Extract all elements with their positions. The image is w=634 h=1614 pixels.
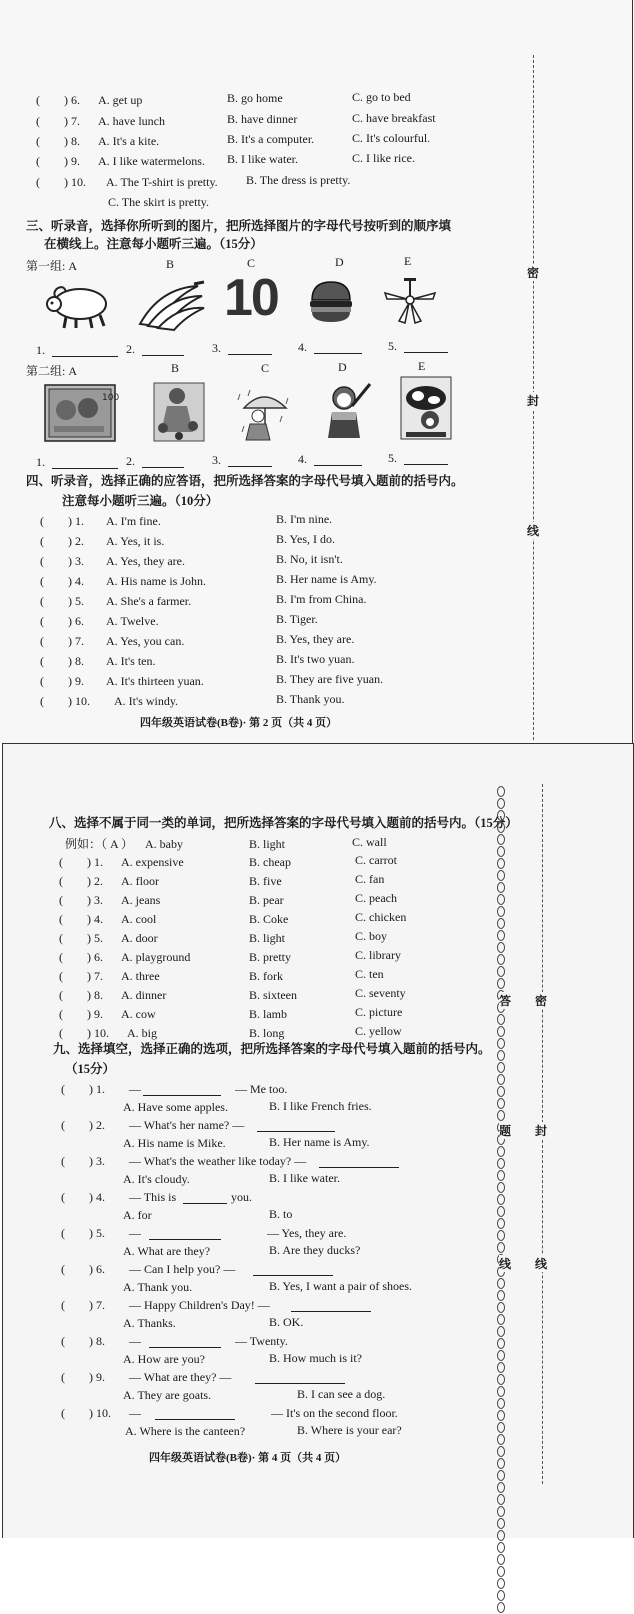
- question-number: ( ) 2.: [40, 534, 84, 548]
- chain-ring: [497, 822, 505, 833]
- option-b: B. I like French fries.: [269, 1099, 372, 1113]
- chain-ring: [497, 1206, 505, 1217]
- chain-ring: [497, 1458, 505, 1469]
- option-c: C. It's colourful.: [352, 131, 431, 145]
- svg-text:100: 100: [102, 393, 120, 403]
- question-number: ( ) 10.: [59, 1026, 109, 1040]
- number-ten-picture: 10: [224, 269, 278, 327]
- dialogue-line: —: [129, 1082, 141, 1096]
- question-number: ( ) 3.: [40, 554, 84, 568]
- question-number: ( ) 1.: [61, 1082, 105, 1096]
- option-c: C. library: [355, 948, 401, 962]
- chain-ring: [497, 1482, 505, 1493]
- option-a: A. It's windy.: [114, 694, 179, 708]
- answer-blank: [257, 1121, 335, 1132]
- option-b: B. have dinner: [227, 112, 298, 126]
- option-a: A. Where is the canteen?: [125, 1424, 246, 1438]
- option-a: A. I like watermelons.: [98, 154, 205, 168]
- question-number: ( ) 5.: [40, 594, 84, 608]
- option-b: B. The dress is pretty.: [246, 173, 351, 187]
- section3-title-line1: 三、听录音，选择你所听到的图片，把所选择图片的字母代号按听到的顺序填: [26, 219, 452, 233]
- question-number: ( ) 10.: [40, 694, 90, 708]
- chain-ring: [497, 942, 505, 953]
- answer-blank: [183, 1193, 227, 1204]
- chain-ring: [497, 1338, 505, 1349]
- example-option-b: B. light: [249, 837, 286, 851]
- option-c: C. fan: [355, 872, 385, 886]
- option-c: C. I like rice.: [352, 151, 415, 165]
- question-number: ( ) 7.: [40, 634, 84, 648]
- chain-ring: [497, 1158, 505, 1169]
- option-b: B. I'm from China.: [276, 592, 367, 606]
- option-a: A. What are they?: [123, 1244, 211, 1258]
- dialogue-line: —: [129, 1334, 141, 1348]
- bananas-picture: [134, 280, 208, 330]
- question-number: ( ) 4.: [61, 1190, 105, 1204]
- option-a: A. cow: [121, 1007, 156, 1021]
- dialogue-line: — Can I help you? —: [129, 1262, 236, 1276]
- question-number: ( ) 9.: [40, 674, 84, 688]
- chain-ring: [497, 978, 505, 989]
- side-label-mi: 密: [535, 994, 548, 1008]
- dialogue-reply: — It's on the second floor.: [271, 1406, 398, 1420]
- example-option-c: C. wall: [352, 835, 387, 849]
- answer-number: 2.: [126, 342, 135, 356]
- group1-letter-b: B: [166, 257, 175, 271]
- group2-label: 第二组: A: [26, 364, 78, 378]
- chain-ring: [497, 1242, 505, 1253]
- side-label-xian: 线: [527, 524, 540, 538]
- chain-ring: [497, 810, 505, 821]
- answer-number: 2.: [126, 454, 135, 468]
- chain-ring: [497, 1314, 505, 1325]
- answer-blank: [228, 456, 272, 467]
- answer-blank: [253, 1265, 333, 1276]
- answer-blank: [228, 344, 272, 355]
- option-a: A. cool: [121, 912, 157, 926]
- question-number: ( ) 1.: [40, 514, 84, 528]
- chain-ring: [497, 846, 505, 857]
- cow-and-dog-picture: [400, 376, 452, 440]
- option-b: B. fork: [249, 969, 283, 983]
- option-c: C. chicken: [355, 910, 407, 924]
- chain-ring: [497, 1062, 505, 1073]
- option-a: A. His name is Mike.: [123, 1136, 226, 1150]
- option-c: C. seventy: [355, 986, 406, 1000]
- option-a: A. It's thirteen yuan.: [106, 674, 204, 688]
- option-a: A. Thanks.: [123, 1316, 176, 1330]
- chain-ring: [497, 1218, 505, 1229]
- option-a: A. His name is John.: [106, 574, 206, 588]
- option-b: B. It's a computer.: [227, 132, 315, 146]
- option-c: C. ten: [355, 967, 384, 981]
- side-label-mi: 密: [527, 266, 540, 280]
- banknote-picture: [44, 384, 120, 442]
- answer-blank: [404, 342, 448, 353]
- question-number: ( ) 7.: [59, 969, 103, 983]
- chain-ring: [497, 1026, 505, 1037]
- side-label-xian: 线: [535, 1257, 548, 1271]
- question-number: ( ) 9.: [36, 154, 80, 168]
- example-option-a: A. baby: [145, 837, 183, 851]
- option-b: B. pear: [249, 893, 284, 907]
- answer-blank: [404, 454, 448, 465]
- option-b: B. to: [269, 1207, 293, 1221]
- question-number: ( ) 8.: [61, 1334, 105, 1348]
- question-number: ( ) 1.: [59, 855, 103, 869]
- option-a: A. playground: [121, 950, 191, 964]
- chain-ring: [497, 1050, 505, 1061]
- answer-number: 5.: [388, 339, 397, 353]
- chain-ring: [497, 1350, 505, 1361]
- q2-extra-option: C. The skirt is pretty.: [108, 195, 209, 209]
- answer-number: 3.: [212, 453, 221, 467]
- dialogue-line: —: [129, 1226, 141, 1240]
- option-b: B. light: [249, 931, 286, 945]
- chain-ring: [497, 1410, 505, 1421]
- dialogue-reply: — Yes, they are.: [267, 1226, 347, 1240]
- option-b: B. It's two yuan.: [276, 652, 355, 666]
- question-number: ( ) 3.: [59, 893, 103, 907]
- answer-number: 4.: [298, 340, 307, 354]
- option-b: B. Yes, I want a pair of shoes.: [269, 1279, 412, 1293]
- chain-ring: [497, 1530, 505, 1541]
- question-number: ( ) 6.: [59, 950, 103, 964]
- option-b: B. I'm nine.: [276, 512, 333, 526]
- chain-ring: [497, 870, 505, 881]
- chain-ring: [497, 1578, 505, 1589]
- option-b: B. Her name is Amy.: [269, 1135, 370, 1149]
- side-label-feng: 封: [527, 394, 540, 408]
- chain-ring: [497, 1290, 505, 1301]
- option-a: A. door: [121, 931, 158, 945]
- option-a: A. They are goats.: [123, 1388, 212, 1402]
- option-b: B. No, it isn't.: [276, 552, 343, 566]
- dialogue-line: — What's the weather like today? —: [129, 1154, 307, 1168]
- question-number: ( ) 4.: [59, 912, 103, 926]
- chain-ring: [497, 966, 505, 977]
- question-number: ( ) 7.: [61, 1298, 105, 1312]
- answer-blank: [142, 457, 184, 468]
- group2-letter-e: E: [418, 359, 426, 373]
- question-number: ( ) 6.: [61, 1262, 105, 1276]
- girl-with-flowers-picture: [153, 382, 205, 442]
- chain-ring: [497, 1182, 505, 1193]
- option-b: B. Yes, I do.: [276, 532, 336, 546]
- option-b: B. I like water.: [227, 152, 298, 166]
- option-a: A. Yes, you can.: [106, 634, 185, 648]
- question-number: ( ) 10.: [61, 1406, 111, 1420]
- chain-ring: [497, 1590, 505, 1601]
- option-b: B. How much is it?: [269, 1351, 362, 1365]
- question-number: ( ) 5.: [61, 1226, 105, 1240]
- chain-ring: [497, 1446, 505, 1457]
- chain-ring: [497, 834, 505, 845]
- chain-ring: [497, 1194, 505, 1205]
- chain-ring: [497, 1146, 505, 1157]
- answer-blank: [142, 345, 184, 356]
- dialogue-line: — What are they? —: [129, 1370, 232, 1384]
- answer-blank: [314, 455, 362, 466]
- option-b: B. Are they ducks?: [269, 1243, 361, 1257]
- option-a: A. Have some apples.: [123, 1100, 228, 1114]
- option-a: A. floor: [121, 874, 159, 888]
- chain-ring: [497, 918, 505, 929]
- chain-ring: [497, 1014, 505, 1025]
- option-c: C. picture: [355, 1005, 403, 1019]
- chain-ring: [497, 1422, 505, 1433]
- option-b: B. lamb: [249, 1007, 287, 1021]
- answer-blank: [149, 1229, 221, 1240]
- chain-ring: [497, 1074, 505, 1085]
- option-c: C. yellow: [355, 1024, 402, 1038]
- option-c: C. carrot: [355, 853, 397, 867]
- answer-blank: [149, 1337, 221, 1348]
- question-number: ( ) 6.: [36, 93, 80, 107]
- option-a: A. jeans: [121, 893, 161, 907]
- chain-ring: [497, 1086, 505, 1097]
- chain-ring: [497, 798, 505, 809]
- option-a: A. How are you?: [123, 1352, 205, 1366]
- question-number: ( ) 2.: [59, 874, 103, 888]
- chain-ring: [497, 1278, 505, 1289]
- chain-ring: [497, 1518, 505, 1529]
- section4-title-line1: 四、听录音，选择正确的应答语，把所选择答案的字母代号填入题前的括号内。: [26, 474, 464, 488]
- chain-ring: [497, 1374, 505, 1385]
- group2-letter-b: B: [171, 361, 180, 375]
- option-b: B. five: [249, 874, 282, 888]
- chain-ring: [497, 1302, 505, 1313]
- option-b: B. Coke: [249, 912, 289, 926]
- chain-ring: [497, 1434, 505, 1445]
- option-b: B. sixteen: [249, 988, 297, 1002]
- option-b: B. Her name is Amy.: [276, 572, 377, 586]
- chain-ring: [497, 906, 505, 917]
- question-number: ( ) 4.: [40, 574, 84, 588]
- option-a: A. Yes, they are.: [106, 554, 185, 568]
- answer-blank: [319, 1157, 399, 1168]
- option-b: B. go home: [227, 91, 283, 105]
- sheep-picture: [42, 282, 114, 330]
- chain-ring: [497, 894, 505, 905]
- answer-blank: [52, 458, 118, 469]
- option-a: A. It's a kite.: [98, 134, 160, 148]
- option-c: C. boy: [355, 929, 388, 943]
- dialogue-reply: — Me too.: [235, 1082, 288, 1096]
- chain-ring: [497, 930, 505, 941]
- option-b: B. OK.: [269, 1315, 304, 1329]
- dialogue-reply: you.: [231, 1190, 252, 1204]
- example-number: 例如：（ A ）: [65, 837, 134, 851]
- option-b: B. Where is your ear?: [297, 1423, 402, 1437]
- chain-ring: [497, 1362, 505, 1373]
- section9-title-line1: 九、选择填空，选择正确的选项，把所选择答案的字母代号填入题前的括号内。: [53, 1042, 491, 1056]
- page-footer: 四年级英语试卷(B卷)· 第 4 页（共 4 页）: [149, 1452, 347, 1464]
- dialogue-reply: — Twenty.: [235, 1334, 288, 1348]
- group1-letter-c: C: [247, 256, 256, 270]
- option-b: B. Thank you.: [276, 692, 345, 706]
- chain-ring: [497, 1326, 505, 1337]
- option-a: A. It's cloudy.: [123, 1172, 190, 1186]
- chain-ring: [497, 882, 505, 893]
- chain-ring: [497, 1038, 505, 1049]
- answer-number: 4.: [298, 452, 307, 466]
- option-a: A. big: [127, 1026, 157, 1040]
- question-number: ( ) 6.: [40, 614, 84, 628]
- side-label-xian-inner: 线: [499, 1257, 512, 1271]
- option-b: B. cheap: [249, 855, 291, 869]
- chain-ring: [497, 1506, 505, 1517]
- option-a: A. Thank you.: [123, 1280, 193, 1294]
- question-number: ( ) 5.: [59, 931, 103, 945]
- chain-ring: [497, 786, 505, 797]
- section4-title-line2: 注意每小题听三遍。（10分）: [62, 494, 219, 508]
- option-c: C. go to bed: [352, 90, 411, 104]
- answer-number: 3.: [212, 341, 221, 355]
- exam-page-2: [0, 0, 633, 743]
- answer-blank: [155, 1409, 235, 1420]
- chain-ring: [497, 1494, 505, 1505]
- question-number: ( ) 8.: [59, 988, 103, 1002]
- answer-blank: [52, 346, 118, 357]
- group1-label: 第一组: A: [26, 259, 78, 273]
- chain-ring: [497, 1398, 505, 1409]
- side-label-da: 答: [499, 994, 512, 1008]
- section3-title-line2: 在横线上。注意每小题听三遍。（15分）: [44, 237, 263, 251]
- option-a: A. It's ten.: [106, 654, 156, 668]
- option-a: A. for: [123, 1208, 152, 1222]
- dialogue-line: — This is: [129, 1190, 177, 1204]
- group1-letter-d: D: [335, 255, 344, 269]
- chain-ring: [497, 858, 505, 869]
- option-a: A. Twelve.: [106, 614, 159, 628]
- binding-chain: [497, 786, 505, 1614]
- option-a: A. dinner: [121, 988, 167, 1002]
- question-number: ( ) 2.: [61, 1118, 105, 1132]
- exam-page-4: [2, 743, 634, 1538]
- chain-ring: [497, 1542, 505, 1553]
- answer-blank: [291, 1301, 371, 1312]
- dialogue-line: — Happy Children's Day! —: [129, 1298, 270, 1312]
- answer-number: 5.: [388, 451, 397, 465]
- option-a: A. three: [121, 969, 160, 983]
- dialogue-line: —: [129, 1406, 141, 1420]
- chain-ring: [497, 1110, 505, 1121]
- option-a: A. Yes, it is.: [106, 534, 165, 548]
- answer-number: 1.: [36, 455, 45, 469]
- chain-ring: [497, 1554, 505, 1565]
- option-c: C. have breakfast: [352, 111, 436, 125]
- hamburger-picture: [308, 280, 354, 324]
- chain-ring: [497, 1566, 505, 1577]
- dialogue-line: — What's her name? —: [129, 1118, 245, 1132]
- option-b: B. pretty: [249, 950, 291, 964]
- question-number: ( ) 9.: [61, 1370, 105, 1384]
- question-number: ( ) 9.: [59, 1007, 103, 1021]
- chain-ring: [497, 1602, 505, 1613]
- chain-ring: [497, 1170, 505, 1181]
- option-a: A. I'm fine.: [106, 514, 161, 528]
- question-number: ( ) 8.: [36, 134, 80, 148]
- option-c: C. peach: [355, 891, 397, 905]
- option-a: A. expensive: [121, 855, 184, 869]
- side-label-feng: 封: [535, 1124, 548, 1138]
- option-a: A. get up: [98, 93, 143, 107]
- option-a: A. have lunch: [98, 114, 165, 128]
- ceiling-fan-picture: [382, 278, 438, 324]
- answer-blank: [314, 343, 362, 354]
- page-footer: 四年级英语试卷(B卷)· 第 2 页（共 4 页）: [140, 717, 338, 729]
- option-b: B. long: [249, 1026, 285, 1040]
- section9-title-line2: （15分）: [65, 1062, 116, 1076]
- option-b: B. Yes, they are.: [276, 632, 355, 646]
- group2-letter-d: D: [338, 360, 347, 374]
- option-b: B. I like water.: [269, 1171, 340, 1185]
- rainy-child-picture: [236, 386, 292, 442]
- option-b: B. I can see a dog.: [297, 1387, 386, 1401]
- question-number: ( ) 7.: [36, 114, 80, 128]
- answer-blank: [255, 1373, 345, 1384]
- answer-number: 1.: [36, 343, 45, 357]
- chain-ring: [497, 1098, 505, 1109]
- group2-letter-c: C: [261, 361, 270, 375]
- section8-title: 八、选择不属于同一类的单词，把所选择答案的字母代号填入题前的括号内。（15分）: [49, 816, 518, 830]
- option-a: A. She's a farmer.: [106, 594, 192, 608]
- waving-girl-picture: [320, 380, 378, 442]
- side-label-ti: 题: [499, 1124, 512, 1138]
- question-number: ( ) 3.: [61, 1154, 105, 1168]
- chain-ring: [497, 1386, 505, 1397]
- group1-letter-e: E: [404, 254, 412, 268]
- option-b: B. Tiger.: [276, 612, 318, 626]
- option-b: B. They are five yuan.: [276, 672, 384, 686]
- chain-ring: [497, 1230, 505, 1241]
- option-a: A. The T-shirt is pretty.: [106, 175, 218, 189]
- answer-blank: [143, 1085, 221, 1096]
- question-number: ( ) 8.: [40, 654, 84, 668]
- chain-ring: [497, 1470, 505, 1481]
- question-number: ( ) 10.: [36, 175, 86, 189]
- chain-ring: [497, 954, 505, 965]
